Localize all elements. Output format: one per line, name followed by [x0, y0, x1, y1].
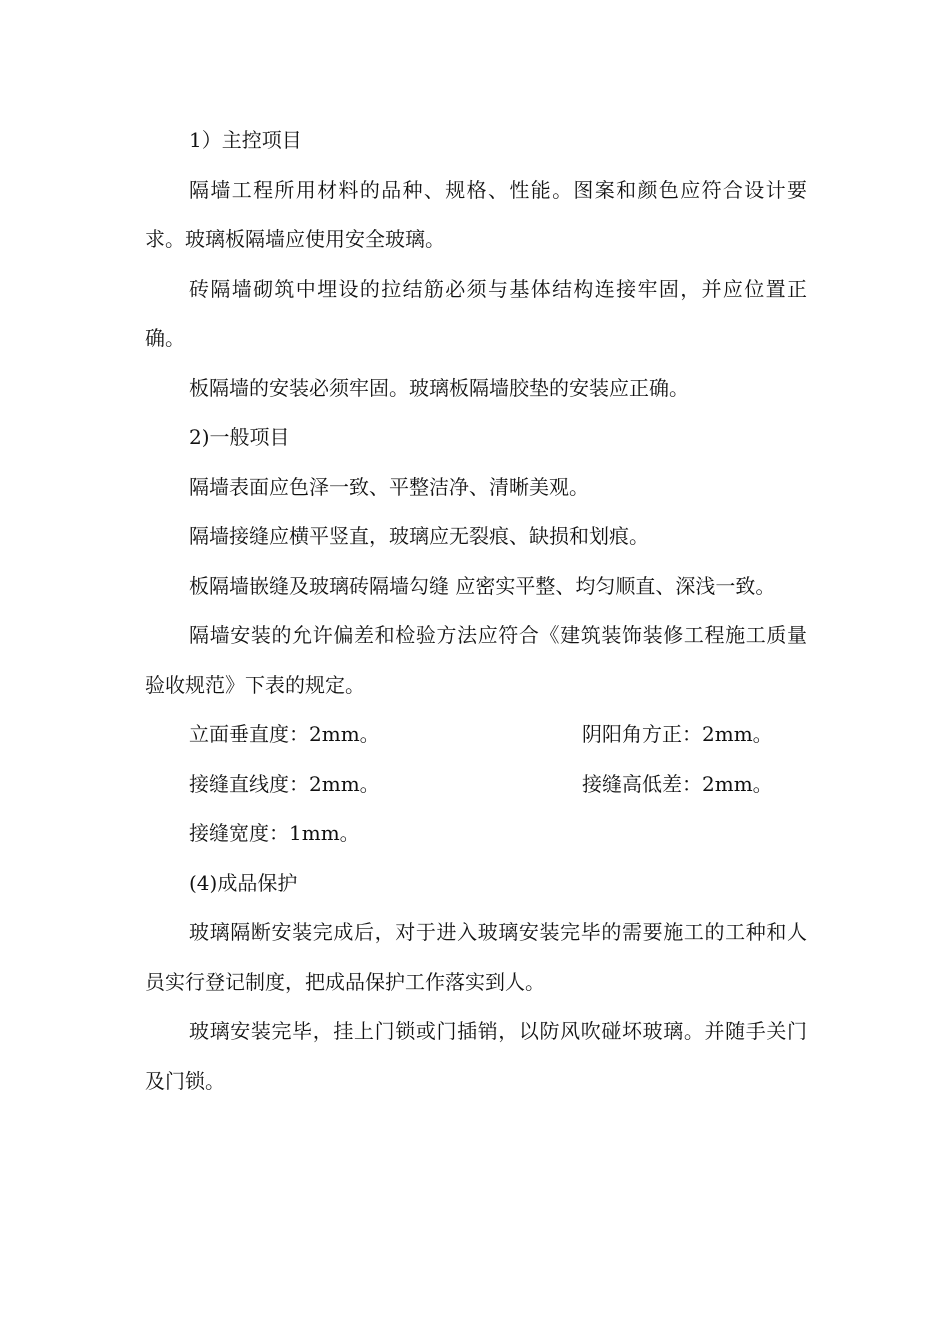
paragraph-surface: 隔墙表面应色泽一致、平整洁净、清晰美观。 — [189, 474, 589, 499]
paragraph-materials: 隔墙工程所用材料的品种、规格、性能。图案和颜色应符合设计要求。玻璃板隔墙应使用安全玻璃。 — [145, 177, 807, 251]
section-heading-general: 2)一般项目 — [189, 425, 290, 449]
paragraph-caulking: 板隔墙嵌缝及玻璃砖隔墙勾缝 应密实平整、均匀顺直、深浅一致。 — [189, 573, 776, 598]
paragraph-tie-bars: 砖隔墙砌筑中埋设的拉结筋必须与基体结构连接牢固，并应位置正确。 — [145, 276, 807, 350]
section-heading-protection: (4)成品保护 — [189, 870, 298, 895]
paragraph-panel-installation: 板隔墙的安装必须牢固。玻璃板隔墙胶垫的安装应正确。 — [189, 375, 689, 400]
paragraph-registration: 玻璃隔断安装完成后，对于进入玻璃安装完毕的需要施工的工种和人员实行登记制度，把成品保护工作落实到人。 — [145, 920, 807, 994]
tolerance-joint-height: 接缝高低差：2mm。 — [582, 771, 773, 796]
tolerance-joint-straightness: 接缝直线度：2mm。 — [189, 771, 380, 796]
paragraph-door-lock: 玻璃安装完毕，挂上门锁或门插销，以防风吹碰坏玻璃。并随手关门及门锁。 — [145, 1019, 807, 1093]
tolerance-vertical: 立面垂直度：2mm。 — [189, 722, 380, 746]
tolerance-row — [145, 710, 807, 760]
tolerance-joint-width: 接缝宽度：1mm。 — [189, 821, 360, 845]
document-body — [145, 116, 807, 1106]
tolerance-row — [145, 809, 807, 859]
tolerance-corner-square: 阴阳角方正：2mm。 — [582, 722, 773, 746]
section-heading-main-control: 1）主控项目 — [189, 128, 302, 152]
paragraph-tolerance-standard: 隔墙安装的允许偏差和检验方法应符合《建筑装饰装修工程施工质量验收规范》下表的规定。 — [145, 623, 807, 697]
tolerance-row — [145, 760, 807, 810]
paragraph-joints: 隔墙接缝应横平竖直，玻璃应无裂痕、缺损和划痕。 — [189, 524, 649, 548]
